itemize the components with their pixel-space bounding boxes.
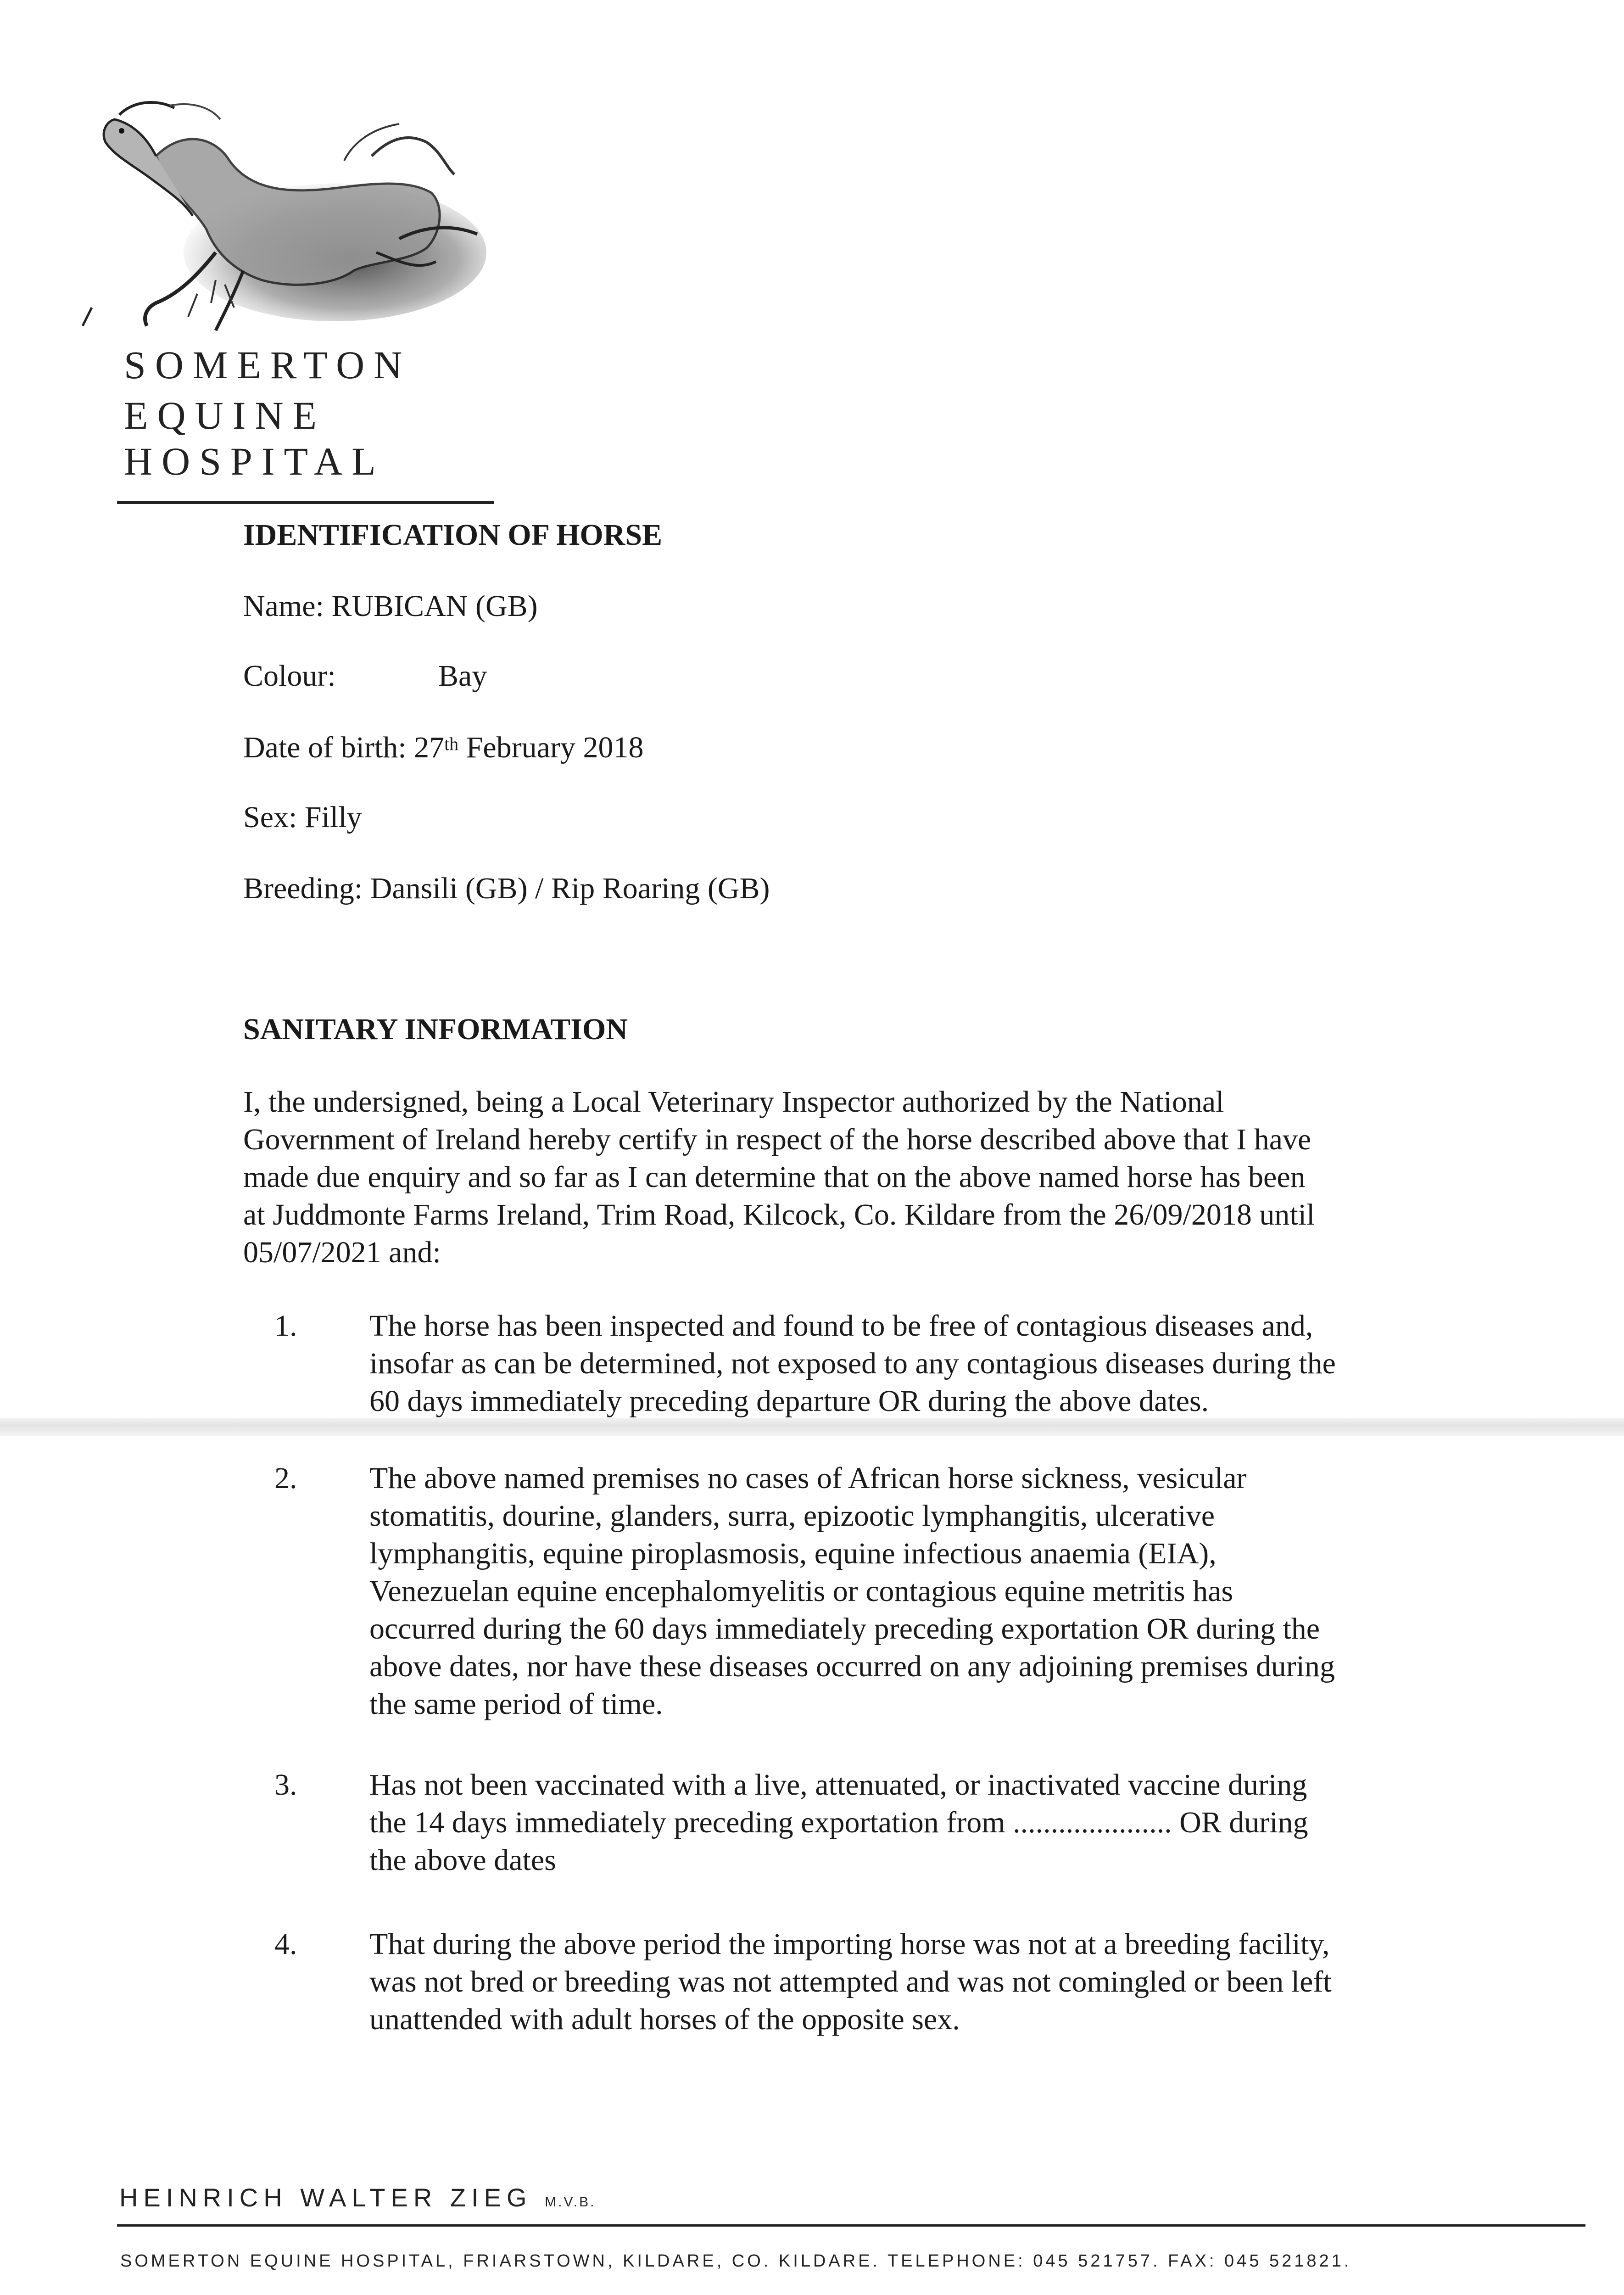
hospital-address: SOMERTON EQUINE HOSPITAL, FRIARSTOWN, KILDARE, CO. KILDARE. TELEPHONE: 045 521757. FAX: 045 521821. xyxy=(120,2251,1352,2271)
item-line: unattended with adult horses of the opposite sex. xyxy=(369,2003,960,2036)
horse-sex-value: Filly xyxy=(304,800,362,834)
horse-sex-row xyxy=(243,799,362,836)
item-line: stomatitis, dourine, glanders, surra, epizootic lymphangitis, ulcerative xyxy=(369,1499,1215,1533)
item-line: was not bred or breeding was not attempted and was not comingled or been left xyxy=(369,1965,1332,1998)
letterhead-divider xyxy=(117,501,494,504)
horse-breeding-value: Dansili (GB) / Rip Roaring (GB) xyxy=(370,872,770,905)
logo-text-somerton: SOMERTON xyxy=(124,343,412,387)
item-line: the same period of time. xyxy=(369,1687,663,1721)
item-number-2: 2. xyxy=(274,1461,297,1495)
horse-dob-day: 27 xyxy=(414,731,445,764)
sanitary-heading: SANITARY INFORMATION xyxy=(243,1013,628,1046)
horse-logo-icon xyxy=(78,87,491,344)
item-line: The horse has been inspected and found to be free of contagious diseases and, xyxy=(369,1309,1313,1343)
item-line: insofar as can be determined, not exposed to any contagious diseases during the xyxy=(369,1347,1336,1380)
item-line: lymphangitis, equine piroplasmosis, equine infectious anaemia (EIA), xyxy=(369,1537,1217,1570)
footer-divider xyxy=(117,2224,1585,2227)
vet-qualifications: M.V.B. xyxy=(545,2194,596,2210)
item-line: The above named premises no cases of African horse sickness, vesicular xyxy=(369,1461,1247,1495)
horse-dob-label: Date of birth: xyxy=(243,731,407,764)
item-number-1: 1. xyxy=(274,1309,297,1343)
horse-breeding-label: Breeding: xyxy=(243,872,363,905)
item-line: Has not been vaccinated with a live, attenuated, or inactivated vaccine during xyxy=(369,1768,1307,1802)
horse-sex-label: Sex: xyxy=(243,800,297,834)
item-line: the above dates xyxy=(369,1843,556,1877)
intro-line: 05/07/2021 and: xyxy=(243,1236,441,1269)
vet-name xyxy=(119,2183,596,2212)
item-body-1 xyxy=(369,1307,1448,1420)
item-number-3: 3. xyxy=(274,1768,297,1802)
vet-name-text: HEINRICH WALTER ZIEG xyxy=(119,2183,532,2212)
intro-line: made due enquiry and so far as I can determine that on the above named horse has been xyxy=(243,1160,1306,1194)
item-body-2 xyxy=(369,1460,1448,1723)
intro-line: Government of Ireland hereby certify in respect of the horse described above that I have xyxy=(243,1123,1311,1156)
intro-line: at Juddmonte Farms Ireland, Trim Road, Kilcock, Co. Kildare from the 26/09/2018 until xyxy=(243,1198,1315,1231)
item-line: the 14 days immediately preceding exportation from ..................... OR during xyxy=(369,1806,1308,1839)
horse-colour-label: Colour: xyxy=(243,659,336,693)
scan-artifact-band xyxy=(0,1418,1624,1436)
item-line: That during the above period the importing horse was not at a breeding facility, xyxy=(369,1927,1330,1961)
horse-colour-value: Bay xyxy=(438,659,487,693)
horse-name-value: RUBICAN (GB) xyxy=(331,589,538,623)
logo-text-equine: EQUINE xyxy=(124,393,326,437)
item-line: Venezuelan equine encephalomyelitis or contagious equine metritis has xyxy=(369,1574,1233,1608)
horse-dob-row xyxy=(243,729,643,767)
item-line: occurred during the 60 days immediately preceding exportation OR during the xyxy=(369,1612,1320,1646)
identification-heading: IDENTIFICATION OF HORSE xyxy=(243,518,663,552)
horse-name-label: Name: xyxy=(243,589,324,623)
item-line: 60 days immediately preceding departure OR during the above dates. xyxy=(369,1384,1209,1418)
horse-dob-rest: February 2018 xyxy=(466,731,644,764)
item-line: above dates, nor have these diseases occurred on any adjoining premises during xyxy=(369,1650,1335,1683)
item-body-4 xyxy=(369,1926,1448,2038)
sanitary-intro xyxy=(243,1083,1436,1271)
intro-line: I, the undersigned, being a Local Veterinary Inspector authorized by the National xyxy=(243,1085,1224,1119)
item-number-4: 4. xyxy=(274,1927,297,1961)
item-body-3 xyxy=(369,1766,1448,1879)
horse-name-row xyxy=(243,588,538,625)
logo-text-hospital: HOSPITAL xyxy=(124,439,385,483)
horse-dob-suffix: th xyxy=(444,733,459,754)
horse-breeding-row xyxy=(243,870,770,907)
